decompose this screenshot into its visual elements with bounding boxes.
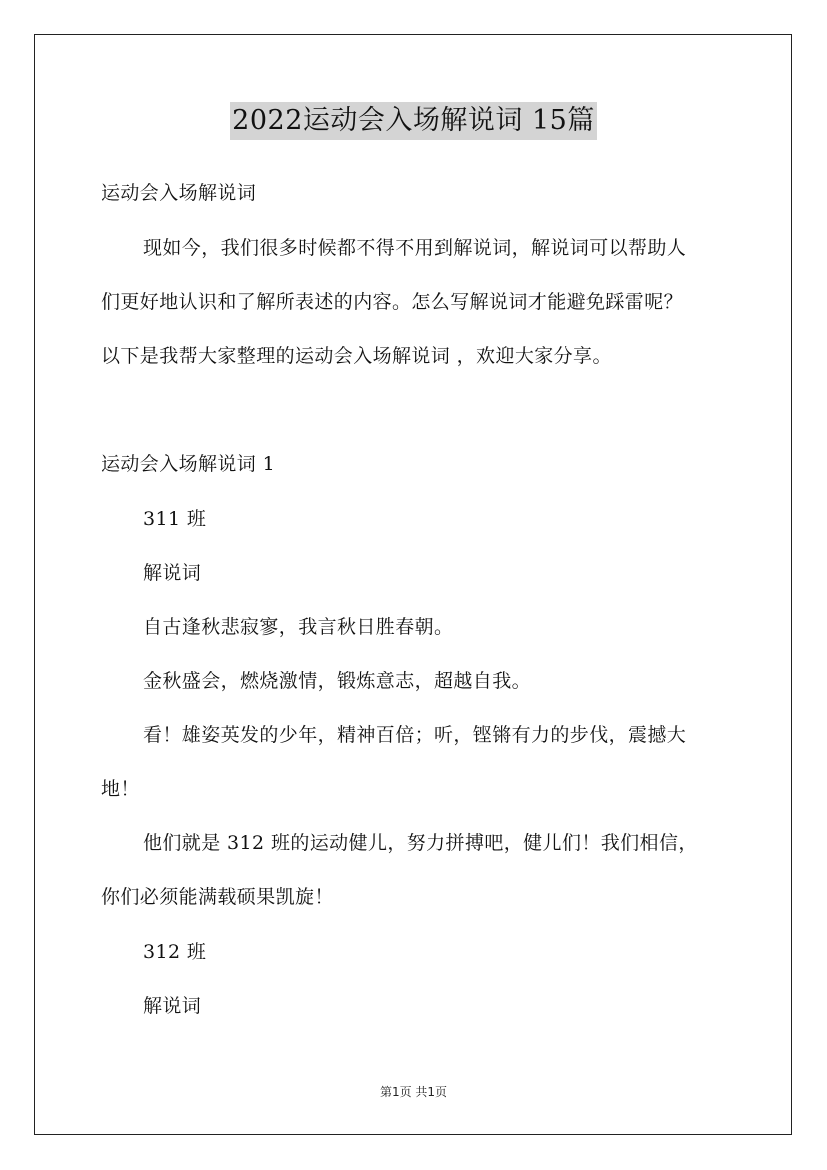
document-heading: 运动会入场解说词 [101, 182, 257, 204]
body-line-poem: 自古逢秋悲寂寥，我言秋日胜春朝。 [143, 616, 454, 638]
page-footer: 第1页 共1页 [379, 1085, 448, 1099]
body-line-athletes-cont: 你们必须能满载硕果凯旋！ [101, 886, 334, 908]
body-line-class-312: 312 班 [143, 941, 207, 963]
intro-line-3: 以下是我帮大家整理的运动会入场解说词 ，欢迎大家分享。 [101, 345, 612, 367]
body-line-athletes: 他们就是 312 班的运动健儿，努力拼搏吧，健儿们！我们相信， [143, 832, 698, 854]
body-line-slogan: 金秋盛会，燃烧激情，锻炼意志，超越自我。 [143, 670, 532, 692]
body-line-commentary-label: 解说词 [143, 562, 202, 584]
body-line-look: 看！雄姿英发的少年，精神百倍；听，铿锵有力的步伐，震撼大 [143, 724, 687, 746]
body-line-look-cont: 地！ [101, 778, 140, 800]
section-heading: 运动会入场解说词 1 [101, 453, 276, 475]
intro-line-2: 们更好地认识和了解所表述的内容。怎么写解说词才能避免踩雷呢？ [101, 291, 684, 313]
intro-line-1: 现如今，我们很多时候都不得不用到解说词，解说词可以帮助人 [143, 237, 687, 259]
body-line-class-311: 311 班 [143, 508, 207, 530]
document-title [0, 102, 827, 140]
document-title-text: 2022运动会入场解说词 15篇 [230, 102, 597, 140]
body-line-commentary-label-2: 解说词 [143, 995, 202, 1017]
